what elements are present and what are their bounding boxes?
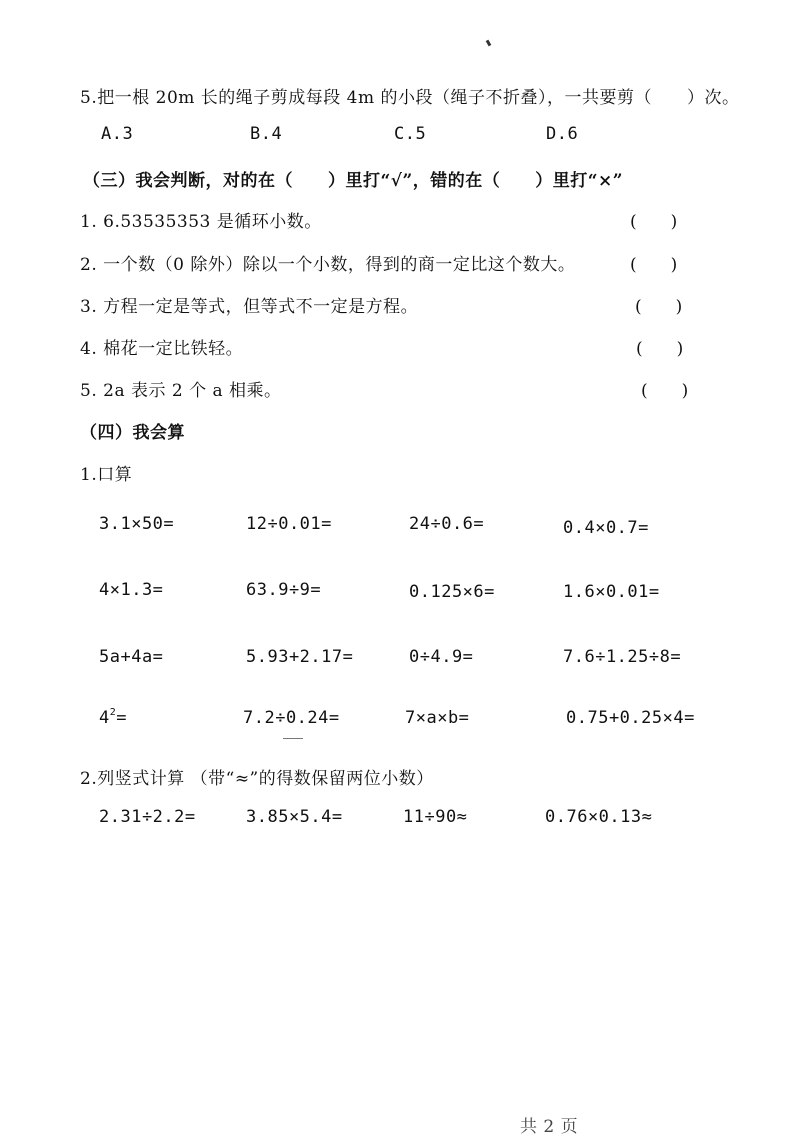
stray-dash: [283, 738, 303, 739]
oral-calc-title: 1.口算: [80, 465, 133, 485]
option-a: A.3: [101, 124, 134, 144]
oral-item: 12÷0.01=: [246, 514, 332, 534]
square-equals: =: [116, 708, 128, 728]
oral-item: 7.6÷1.25÷8=: [563, 647, 682, 667]
option-b: B.4: [250, 124, 283, 144]
option-c: C.5: [394, 124, 427, 144]
square-base: 4: [99, 708, 110, 728]
judge-item-2: 2. 一个数（0 除外）除以一个小数，得到的商一定比这个数大。: [80, 255, 576, 275]
judge-item-3: 3. 方程一定是等式，但等式不一定是方程。: [80, 297, 419, 317]
judge-answer-5[interactable]: ( ): [641, 381, 689, 401]
judge-item-5: 5. 2a 表示 2 个 a 相乘。: [80, 381, 282, 401]
vertical-calc-title: 2.列竖式计算 （带“≈”的得数保留两位小数）: [80, 769, 434, 789]
oral-item: 7×a×b=: [405, 708, 470, 728]
oral-item: 5.93+2.17=: [246, 647, 354, 667]
vertical-item: 11÷90≈: [403, 807, 468, 827]
judge-answer-4[interactable]: ( ): [636, 339, 684, 359]
oral-item-square: [99, 708, 127, 728]
judge-answer-3[interactable]: ( ): [635, 297, 683, 317]
judge-item-1: 1. 6.53535353 是循环小数。: [80, 212, 322, 232]
judge-answer-2[interactable]: ( ): [630, 255, 678, 275]
oral-item: 1.6×0.01=: [563, 582, 660, 602]
oral-item: 4×1.3=: [99, 580, 164, 600]
page-footer: 共 2 页: [520, 1117, 579, 1137]
oral-item: 24÷0.6=: [409, 514, 485, 534]
vertical-item: 3.85×5.4=: [246, 807, 343, 827]
vertical-item: 2.31÷2.2=: [99, 807, 196, 827]
oral-item: 0.75+0.25×4=: [566, 708, 695, 728]
judge-item-4: 4. 棉花一定比铁轻。: [80, 339, 244, 359]
oral-item: 63.9÷9=: [246, 580, 322, 600]
vertical-item: 0.76×0.13≈: [545, 807, 653, 827]
question-5: 5.把一根 20m 长的绳子剪成每段 4m 的小段（绳子不折叠），一共要剪（ ）次。: [80, 88, 740, 108]
oral-item: 0÷4.9=: [409, 647, 474, 667]
oral-item: 0.4×0.7=: [563, 518, 649, 538]
section-judge-heading: （三）我会判断，对的在（ ）里打“√”，错的在（ ）里打“×”: [83, 171, 624, 191]
option-d: D.6: [546, 124, 579, 144]
section-calc-heading: （四）我会算: [80, 423, 185, 443]
oral-item: 7.2÷0.24=: [243, 708, 340, 728]
stray-mark: [486, 40, 492, 47]
oral-item: 5a+4a=: [99, 647, 164, 667]
judge-answer-1[interactable]: ( ): [630, 212, 678, 232]
square-exponent: 2: [109, 707, 117, 718]
oral-item: 0.125×6=: [409, 582, 495, 602]
oral-item: 3.1×50=: [99, 514, 175, 534]
